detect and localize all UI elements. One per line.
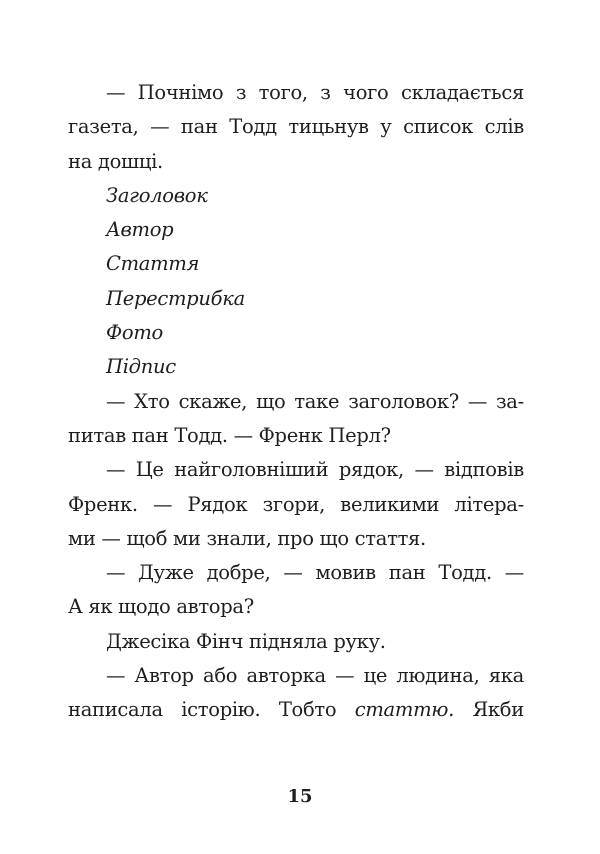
word: пан <box>131 423 169 447</box>
word: — <box>106 81 126 104</box>
word: слів <box>484 115 524 139</box>
page-number: 15 <box>287 786 313 807</box>
text-line <box>68 110 524 144</box>
text-line <box>68 659 524 693</box>
text-line <box>68 213 524 247</box>
word: Перестрибка <box>106 286 245 310</box>
word: — <box>106 389 126 413</box>
word: питав <box>68 423 126 447</box>
text-line <box>68 419 524 453</box>
word: добре, <box>206 561 271 585</box>
word: дошці. <box>97 149 163 173</box>
word: Автор <box>106 218 174 242</box>
word: — <box>101 526 121 550</box>
word: мовив <box>315 561 376 585</box>
word: про <box>277 526 314 550</box>
word: — <box>153 492 173 516</box>
word: Фото <box>106 321 163 345</box>
word: Френк <box>258 423 323 447</box>
word: з <box>235 81 247 104</box>
word: за- <box>495 389 524 413</box>
word: список <box>403 115 474 139</box>
word: пан <box>180 115 218 139</box>
word: на <box>68 149 93 173</box>
text-line <box>68 179 524 213</box>
word: що <box>256 389 286 413</box>
word: ми <box>68 526 96 550</box>
word: це <box>363 664 388 688</box>
word: ми <box>173 526 201 550</box>
word: — <box>283 561 303 585</box>
word: Тобто <box>278 698 337 722</box>
word: — <box>414 458 434 482</box>
text-line <box>68 522 524 556</box>
word: відповів <box>444 458 524 482</box>
word: Автор <box>134 664 194 688</box>
word: щоб <box>126 526 168 550</box>
text-line <box>68 488 524 522</box>
word: того, <box>258 81 308 104</box>
word: написала <box>68 698 163 722</box>
word: — <box>233 423 253 447</box>
word: стаття. <box>354 526 426 550</box>
word: Тодд. <box>438 561 492 585</box>
word: підняла <box>249 629 328 653</box>
word: — <box>106 664 126 688</box>
text-line <box>68 590 524 624</box>
text-line <box>68 316 524 350</box>
word: тицьнув <box>288 115 369 139</box>
word: як <box>88 595 113 619</box>
word: у <box>380 115 392 139</box>
text-line <box>68 247 524 281</box>
word: Рядок <box>187 492 248 516</box>
word: історію. <box>181 698 261 722</box>
word: автора? <box>176 595 254 619</box>
word: або <box>203 664 238 688</box>
word: найголовніший <box>174 458 329 482</box>
word: Джесіка <box>106 629 191 653</box>
word: Підпис <box>106 355 176 379</box>
word: скаже, <box>178 389 248 413</box>
word: — <box>504 561 524 585</box>
text-line <box>68 625 524 659</box>
word: — <box>106 561 126 585</box>
text-line <box>68 282 524 316</box>
word: газета, <box>68 115 139 139</box>
word: згори, <box>262 492 326 516</box>
word: заголовок? <box>348 389 459 413</box>
word: щодо <box>118 595 171 619</box>
word: Фінч <box>196 629 244 653</box>
word: статтю. <box>354 698 455 722</box>
word: Френк. <box>68 492 138 516</box>
text-line <box>68 76 524 110</box>
word: рядок, <box>338 458 404 482</box>
word: — <box>150 115 170 139</box>
word: пан <box>388 561 426 585</box>
word: чого <box>343 81 389 104</box>
word: знали, <box>206 526 272 550</box>
text-line <box>68 453 524 487</box>
word: — <box>467 389 488 413</box>
text-line <box>68 145 524 179</box>
word: яка <box>488 664 524 688</box>
word: руку. <box>333 629 386 653</box>
page-body <box>68 76 524 728</box>
word: — <box>335 664 355 688</box>
text-line <box>68 350 524 384</box>
word: людина, <box>396 664 480 688</box>
word: Почнімо <box>137 81 224 104</box>
word: що <box>319 526 349 550</box>
word: Якби <box>472 698 524 722</box>
word: Хто <box>134 389 170 413</box>
word: А <box>68 595 83 619</box>
text-line <box>68 693 524 727</box>
text-line <box>68 556 524 590</box>
text-line <box>68 385 524 419</box>
word: з <box>320 81 331 104</box>
word: Стаття <box>106 252 200 276</box>
word: Тодд. <box>174 423 228 447</box>
word: Заголовок <box>106 183 208 207</box>
word: літера- <box>454 492 524 516</box>
word: таке <box>294 389 340 413</box>
word: Це <box>135 458 164 482</box>
word: Тодд <box>229 115 277 139</box>
word: Дуже <box>138 561 194 585</box>
word: великими <box>340 492 440 516</box>
word: Перл? <box>328 423 391 447</box>
word: — <box>106 458 126 482</box>
word: авторка <box>246 664 326 688</box>
word: складається <box>400 81 524 104</box>
